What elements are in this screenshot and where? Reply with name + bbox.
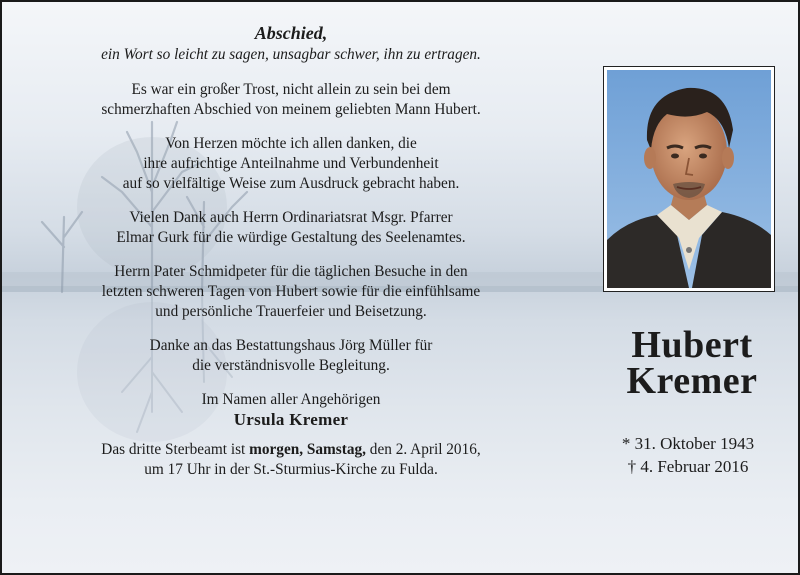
service-line-2: um 17 Uhr in der St.-Sturmius-Kirche zu Fulda. [144, 461, 438, 478]
paragraph-funeral-home [22, 336, 560, 376]
text-line: Herrn Pater Schmidpeter für die täglichen Besuche in den [114, 263, 468, 280]
farewell-subheading: ein Wort so leicht zu sagen, unsagbar schwer, ihn zu ertragen. [101, 46, 481, 63]
text-line: schmerzhaften Abschied von meinem geliebten Mann Hubert. [101, 101, 481, 118]
closing-text: Im Namen aller Angehörigen [201, 391, 381, 408]
text-line: auf so vielfältige Weise zum Ausdruck gebracht haben. [122, 175, 460, 192]
paragraph-thanks [22, 134, 560, 194]
text-line: Elmar Gurk für die würdige Gestaltung des Seelenamtes. [116, 229, 466, 246]
service-line-1 [22, 440, 560, 460]
paragraph-comfort [22, 80, 560, 120]
text-line: und persönliche Trauerfeier und Beisetzung. [155, 303, 427, 320]
text-line: Danke an das Bestattungshaus Jörg Müller für [149, 337, 433, 354]
service-day: morgen, Samstag, [249, 441, 366, 458]
first-name: Hubert [631, 324, 753, 366]
text-line: die verständnisvolle Begleitung. [192, 357, 390, 374]
service-text: Das dritte Sterbeamt ist [101, 441, 250, 458]
text-line: ihre aufrichtige Anteilnahme und Verbundenheit [143, 155, 439, 172]
thank-you-text [22, 22, 560, 494]
service-notice [22, 440, 560, 480]
last-name: Kremer [626, 360, 758, 402]
text-line: letzten schweren Tagen von Hubert sowie für die einfühlsame [101, 283, 481, 300]
death-date: † 4. Februar 2016 [627, 457, 749, 476]
text-line: Es war ein großer Trost, nicht allein zu sein bei dem [131, 81, 451, 98]
service-date: den 2. April 2016, [365, 441, 481, 458]
deceased-name [582, 324, 800, 402]
farewell-heading: Abschied, [254, 23, 328, 43]
closing-block [22, 390, 560, 430]
paragraph-clergy [22, 208, 560, 248]
portrait-photo [607, 70, 771, 288]
signature: Ursula Kremer [233, 410, 349, 429]
birth-date: * 31. Oktober 1943 [621, 434, 755, 453]
paragraph-pater [22, 262, 560, 322]
text-line: Vielen Dank auch Herrn Ordinariatsrat Msgr. Pfarrer [129, 209, 453, 226]
portrait-frame [603, 66, 775, 292]
life-dates [582, 432, 794, 478]
text-line: Von Herzen möchte ich allen danken, die [165, 135, 417, 152]
